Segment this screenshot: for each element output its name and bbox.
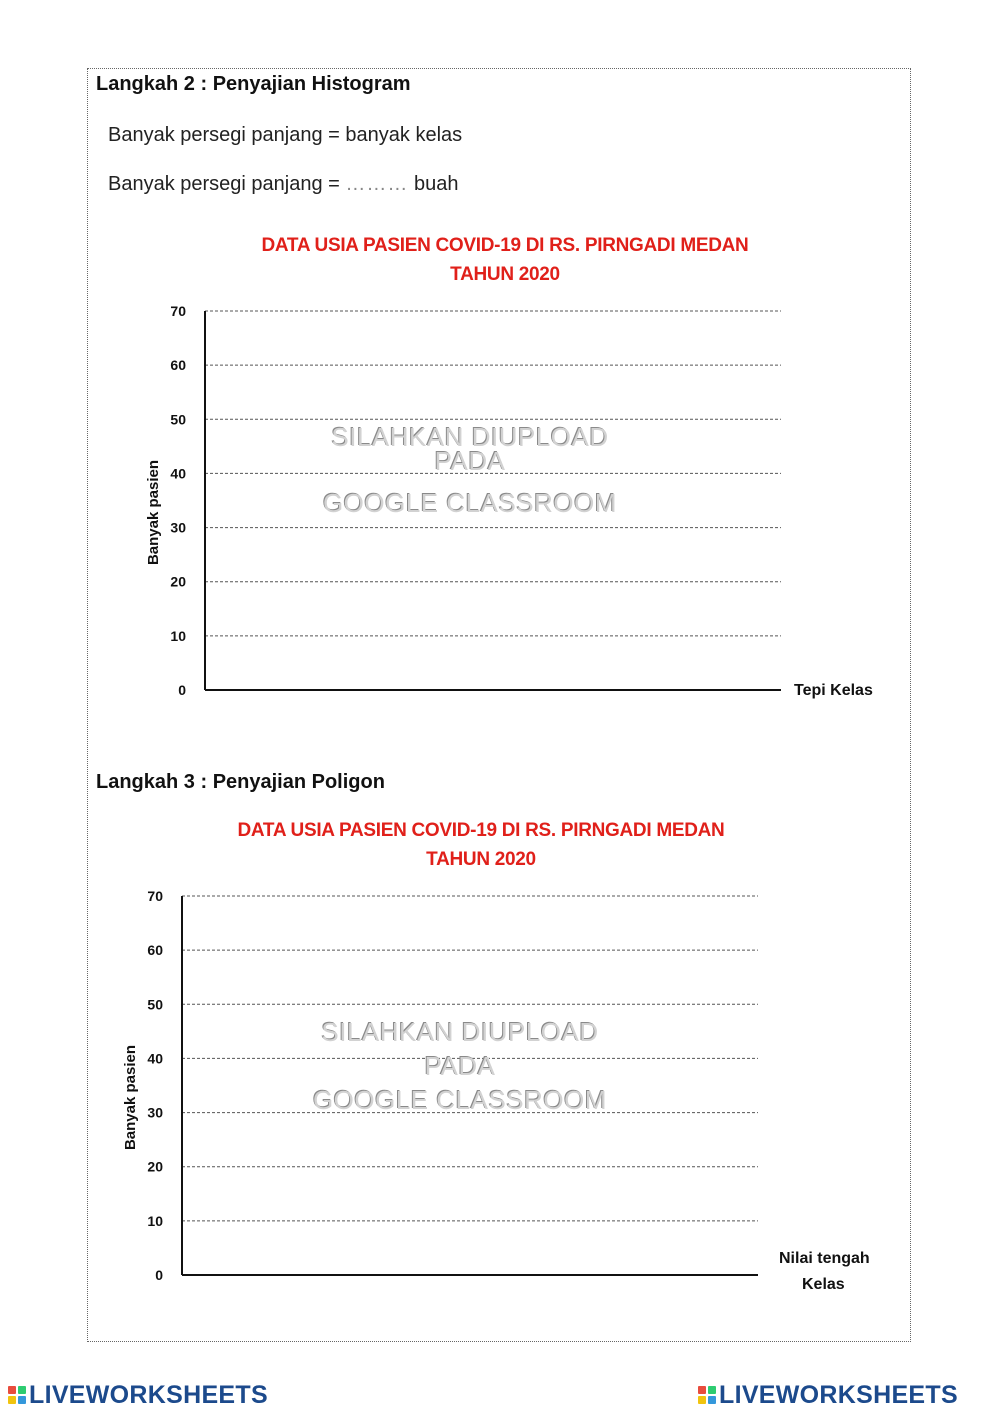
step2-heading: Langkah 2 : Penyajian Histogram (96, 73, 411, 95)
y-tick-label: 20 (170, 573, 186, 590)
watermark-polygon (305, 1015, 615, 1117)
brand-right-text: LIVEWORKSHEETS (719, 1380, 958, 1409)
x-axis-title-line2: Kelas (802, 1276, 845, 1293)
polygon-title-line2: TAHUN 2020 (426, 849, 536, 870)
x-axis-title-line1: Nilai tengah (779, 1250, 870, 1267)
y-tick-label: 50 (170, 411, 186, 428)
y-tick-label: 70 (170, 303, 186, 319)
logo-square (18, 1386, 26, 1394)
y-tick-label: 40 (147, 1050, 163, 1067)
histogram-title-line2: TAHUN 2020 (450, 264, 560, 285)
step2-fill-prefix: Banyak persegi panjang = (108, 173, 346, 195)
watermark-line1: SILAHKAN DIUPLOAD (331, 422, 609, 452)
y-tick-label: 10 (147, 1212, 163, 1229)
answer-blank[interactable]: ……… (345, 173, 409, 195)
y-tick-label: 60 (147, 942, 163, 959)
logo-square (8, 1396, 16, 1404)
watermark-line3: GOOGLE CLASSROOM (322, 488, 618, 518)
step2-statement: Banyak persegi panjang = banyak kelas (108, 124, 463, 146)
logo-square (708, 1386, 716, 1394)
liveworksheets-logo-icon (698, 1386, 716, 1404)
brand-left-text: LIVEWORKSHEETS (29, 1380, 268, 1409)
logo-square (8, 1386, 16, 1394)
brand-left[interactable] (8, 1380, 268, 1410)
step2-fill-suffix: buah (408, 173, 459, 195)
y-axis-title: Banyak pasien (122, 1044, 139, 1151)
y-tick-label: 30 (170, 519, 186, 536)
watermark-line2: PADA (434, 446, 506, 476)
y-tick-label: 70 (147, 888, 163, 904)
y-tick-label: 50 (147, 996, 163, 1013)
logo-square (708, 1396, 716, 1404)
y-tick-label: 0 (178, 682, 186, 698)
watermark-line2: PADA (424, 1051, 496, 1081)
y-tick-label: 30 (147, 1104, 163, 1121)
y-tick-label: 60 (170, 357, 186, 374)
brand-right[interactable] (698, 1380, 958, 1410)
polygon-title-line1: DATA USIA PASIEN COVID-19 DI RS. PIRNGADI MEDAN (237, 820, 725, 841)
step3-heading: Langkah 3 : Penyajian Poligon (96, 771, 385, 793)
y-axis-title: Banyak pasien (145, 459, 162, 566)
y-tick-label: 40 (170, 465, 186, 482)
watermark-line1: SILAHKAN DIUPLOAD (321, 1017, 599, 1047)
logo-square (698, 1386, 706, 1394)
watermark-line3: GOOGLE CLASSROOM (312, 1085, 608, 1115)
y-tick-label: 0 (155, 1267, 163, 1283)
y-tick-label: 20 (147, 1158, 163, 1175)
histogram-title-line1: DATA USIA PASIEN COVID-19 DI RS. PIRNGADI MEDAN (261, 235, 749, 256)
y-tick-label: 10 (170, 627, 186, 644)
logo-square (18, 1396, 26, 1404)
x-axis-title: Tepi Kelas (794, 682, 873, 699)
liveworksheets-logo-icon (8, 1386, 26, 1404)
logo-square (698, 1396, 706, 1404)
